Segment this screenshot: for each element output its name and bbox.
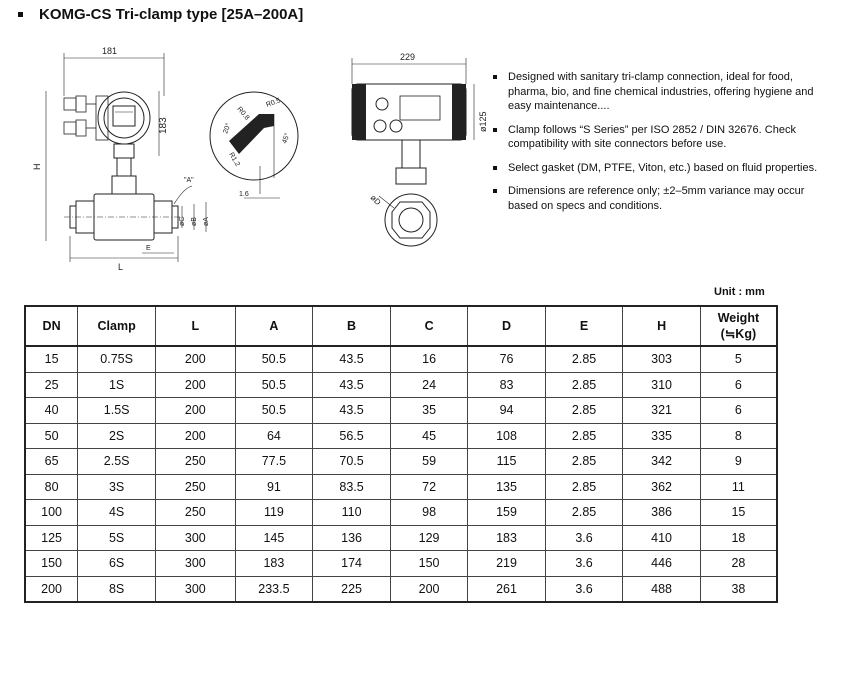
- spec-table-body: [25, 346, 777, 602]
- column-header: E: [545, 306, 623, 346]
- table-cell: 100: [25, 500, 78, 526]
- column-header: Clamp: [78, 306, 156, 346]
- table-cell: 3S: [78, 474, 156, 500]
- table-cell: 35: [390, 398, 467, 424]
- table-cell: 76: [468, 346, 545, 372]
- table-cell: 38: [700, 576, 777, 602]
- table-cell: 77.5: [235, 449, 313, 475]
- table-cell: 119: [235, 500, 313, 526]
- table-cell: 183: [468, 525, 545, 551]
- table-cell: 43.5: [313, 372, 391, 398]
- table-cell: 159: [468, 500, 545, 526]
- table-cell: 43.5: [313, 398, 391, 424]
- table-cell: 342: [623, 449, 700, 475]
- dim-d-label: øD: [368, 193, 383, 207]
- table-cell: 8S: [78, 576, 156, 602]
- table-cell: 2.85: [545, 500, 623, 526]
- note-item: Select gasket (DM, PTFE, Viton, etc.) based on fluid properties.: [490, 161, 835, 176]
- table-cell: 310: [623, 372, 700, 398]
- table-cell: 94: [468, 398, 545, 424]
- table-cell: 0.75S: [78, 346, 156, 372]
- table-cell: 125: [25, 525, 78, 551]
- table-cell: 2.85: [545, 398, 623, 424]
- r12-label: R1.2: [227, 151, 241, 168]
- dim-c-label: øC: [179, 216, 186, 226]
- table-cell: 80: [25, 474, 78, 500]
- table-cell: 50.5: [235, 346, 313, 372]
- table-cell: 200: [156, 423, 235, 449]
- column-header: H: [623, 306, 700, 346]
- table-cell: 45: [390, 423, 467, 449]
- table-cell: 129: [390, 525, 467, 551]
- table-cell: 50.5: [235, 398, 313, 424]
- table-cell: 386: [623, 500, 700, 526]
- table-cell: 3.6: [545, 576, 623, 602]
- table-row: [25, 500, 777, 526]
- dim-b-label: øB: [191, 217, 198, 226]
- table-cell: 8: [700, 423, 777, 449]
- table-cell: 108: [468, 423, 545, 449]
- column-header: C: [390, 306, 467, 346]
- dim-e-label: E: [146, 245, 151, 252]
- table-cell: 321: [623, 398, 700, 424]
- table-cell: 110: [313, 500, 391, 526]
- table-cell: 3.6: [545, 525, 623, 551]
- table-cell: 225: [313, 576, 391, 602]
- dim-229-label: 229: [400, 52, 416, 62]
- table-row: [25, 474, 777, 500]
- table-cell: 335: [623, 423, 700, 449]
- table-cell: 2.5S: [78, 449, 156, 475]
- dim-125-label: ø125: [478, 111, 488, 132]
- r05-label: R0.5: [265, 97, 282, 109]
- table-cell: 6: [700, 398, 777, 424]
- table-cell: 9: [700, 449, 777, 475]
- table-cell: 2.85: [545, 449, 623, 475]
- t16-label: 1.6: [239, 191, 249, 198]
- table-cell: 488: [623, 576, 700, 602]
- table-cell: 72: [390, 474, 467, 500]
- note-item: Clamp follows “S Series” per ISO 2852 / DIN 32676. Check compatibility with site connectors before use.: [490, 123, 835, 152]
- deg45-label: 45°: [281, 132, 292, 145]
- table-cell: 2.85: [545, 423, 623, 449]
- table-cell: 83: [468, 372, 545, 398]
- table-row: [25, 346, 777, 372]
- table-cell: 219: [468, 551, 545, 577]
- table-cell: 18: [700, 525, 777, 551]
- table-cell: 261: [468, 576, 545, 602]
- table-cell: 25: [25, 372, 78, 398]
- column-header: L: [156, 306, 235, 346]
- column-header: A: [235, 306, 313, 346]
- table-cell: 300: [156, 551, 235, 577]
- unit-label: Unit : mm: [714, 286, 765, 298]
- page-title: KOMG-CS Tri-clamp type [25A–200A]: [39, 6, 304, 23]
- table-cell: 2.85: [545, 346, 623, 372]
- table-row: [25, 576, 777, 602]
- bullet-square-icon: [18, 12, 23, 17]
- table-cell: 15: [700, 500, 777, 526]
- table-cell: 200: [390, 576, 467, 602]
- table-cell: 16: [390, 346, 467, 372]
- table-cell: 28: [700, 551, 777, 577]
- table-cell: 3.6: [545, 551, 623, 577]
- table-row: [25, 372, 777, 398]
- table-cell: 70.5: [313, 449, 391, 475]
- dim-h-label: H: [32, 163, 42, 170]
- table-cell: 200: [156, 398, 235, 424]
- table-cell: 50.5: [235, 372, 313, 398]
- table-cell: 300: [156, 525, 235, 551]
- note-item: Designed with sanitary tri-clamp connection, ideal for food, pharma, bio, and fine chemical industries, offering hygiene and easy maintenance....: [490, 70, 835, 114]
- table-cell: 64: [235, 423, 313, 449]
- table-cell: 115: [468, 449, 545, 475]
- table-cell: 98: [390, 500, 467, 526]
- page-heading: [18, 6, 303, 23]
- table-cell: 135: [468, 474, 545, 500]
- dim-a-label: øA: [203, 217, 210, 226]
- table-cell: 200: [156, 372, 235, 398]
- table-row: [25, 423, 777, 449]
- table-cell: 56.5: [313, 423, 391, 449]
- table-cell: 250: [156, 449, 235, 475]
- table-cell: 6: [700, 372, 777, 398]
- table-cell: 410: [623, 525, 700, 551]
- detail-a-label: "A": [184, 177, 194, 184]
- table-cell: 50: [25, 423, 78, 449]
- dim-181-label: 181: [102, 46, 118, 56]
- dim-183-label: 183: [158, 117, 169, 134]
- table-cell: 83.5: [313, 474, 391, 500]
- r08-label: R0.8: [235, 105, 251, 122]
- table-cell: 150: [25, 551, 78, 577]
- table-cell: 200: [156, 346, 235, 372]
- table-cell: 250: [156, 500, 235, 526]
- table-cell: 250: [156, 474, 235, 500]
- spec-table-head: [25, 306, 777, 346]
- technical-drawing: [24, 36, 488, 276]
- table-cell: 136: [313, 525, 391, 551]
- table-cell: 183: [235, 551, 313, 577]
- table-cell: 300: [156, 576, 235, 602]
- column-header: DN: [25, 306, 78, 346]
- table-cell: 145: [235, 525, 313, 551]
- table-row: [25, 525, 777, 551]
- spec-table: [24, 305, 778, 603]
- table-cell: 11: [700, 474, 777, 500]
- dim-l-label: L: [118, 262, 124, 272]
- table-cell: 24: [390, 372, 467, 398]
- column-header: B: [313, 306, 391, 346]
- table-cell: 43.5: [313, 346, 391, 372]
- deg20-label: 20°: [222, 122, 233, 135]
- table-cell: 6S: [78, 551, 156, 577]
- table-cell: 446: [623, 551, 700, 577]
- note-item: Dimensions are reference only; ±2–5mm variance may occur based on specs and conditions.: [490, 184, 835, 213]
- table-cell: 1S: [78, 372, 156, 398]
- table-cell: 15: [25, 346, 78, 372]
- table-cell: 65: [25, 449, 78, 475]
- table-cell: 2.85: [545, 474, 623, 500]
- table-row: [25, 449, 777, 475]
- column-header: Weight (≒Kg): [700, 306, 777, 346]
- table-cell: 174: [313, 551, 391, 577]
- table-cell: 233.5: [235, 576, 313, 602]
- table-cell: 200: [25, 576, 78, 602]
- table-row: [25, 551, 777, 577]
- column-header: D: [468, 306, 545, 346]
- table-cell: 303: [623, 346, 700, 372]
- notes-list: [490, 70, 835, 222]
- table-cell: 5: [700, 346, 777, 372]
- table-cell: 2.85: [545, 372, 623, 398]
- table-cell: 59: [390, 449, 467, 475]
- table-header-row: [25, 306, 777, 346]
- table-cell: 362: [623, 474, 700, 500]
- table-cell: 2S: [78, 423, 156, 449]
- table-cell: 1.5S: [78, 398, 156, 424]
- table-cell: 40: [25, 398, 78, 424]
- table-row: [25, 398, 777, 424]
- table-cell: 91: [235, 474, 313, 500]
- table-cell: 4S: [78, 500, 156, 526]
- table-cell: 150: [390, 551, 467, 577]
- table-cell: 5S: [78, 525, 156, 551]
